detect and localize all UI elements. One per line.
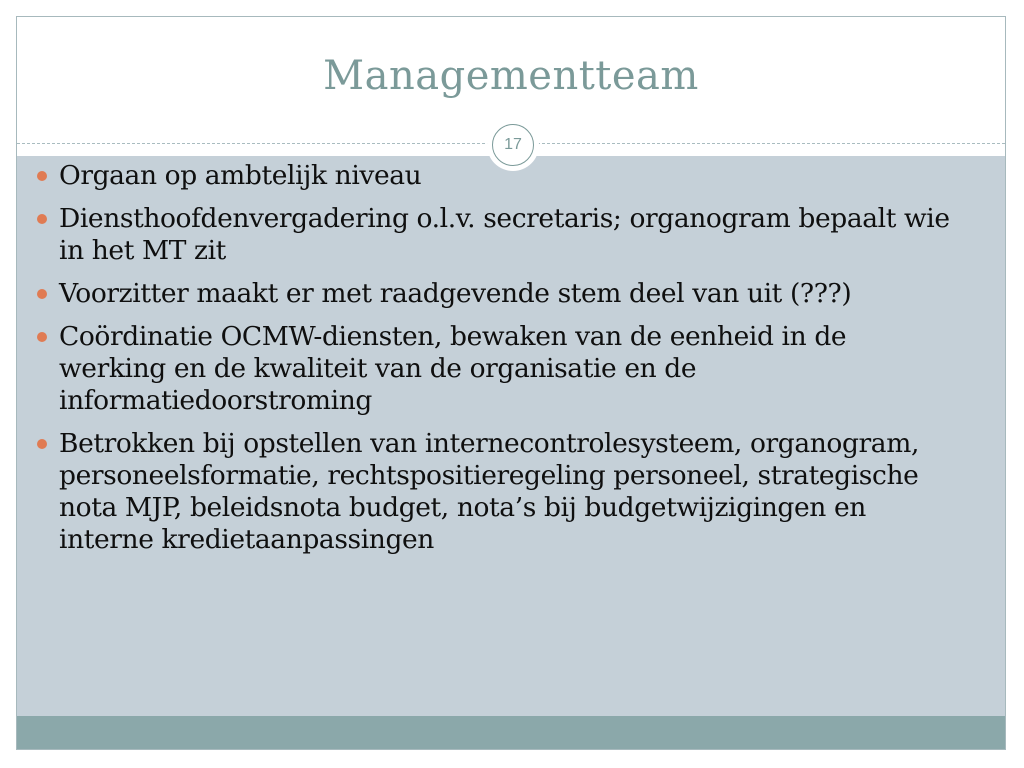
bullet-dot-icon	[37, 289, 47, 299]
page-number-badge	[487, 119, 539, 171]
bullet-item	[37, 428, 957, 556]
bullet-dot-icon	[37, 214, 47, 224]
bullet-item	[37, 203, 957, 267]
bullet-dot-icon	[37, 439, 47, 449]
slide-title: Managementteam	[323, 53, 699, 99]
bullet-dot-icon	[37, 332, 47, 342]
bullet-text: Coördinatie OCMW-diensten, bewaken van de eenheid in de werking en de kwaliteit van de organisatie en de informatiedoorstroming	[59, 321, 847, 416]
bullet-text: Betrokken bij opstellen van internecontrolesysteem, organogram, personeelsformatie, rechtspositieregeling personeel, strategische nota MJP, beleidsnota budget, nota’s bij budgetwijzigingen en interne kredietaanpassingen	[59, 428, 919, 555]
bullet-text: Diensthoofdenvergadering o.l.v. secretaris; organogram bepaalt wie in het MT zit	[59, 203, 950, 266]
bullet-list	[37, 160, 957, 567]
page-number: 17	[492, 124, 534, 166]
bullet-text: Orgaan op ambtelijk niveau	[59, 160, 422, 191]
bottom-band	[17, 716, 1005, 750]
bullet-item	[37, 321, 957, 417]
bullet-item	[37, 278, 957, 310]
bullet-text: Voorzitter maakt er met raadgevende stem deel van uit (???)	[59, 278, 852, 309]
bullet-dot-icon	[37, 171, 47, 181]
